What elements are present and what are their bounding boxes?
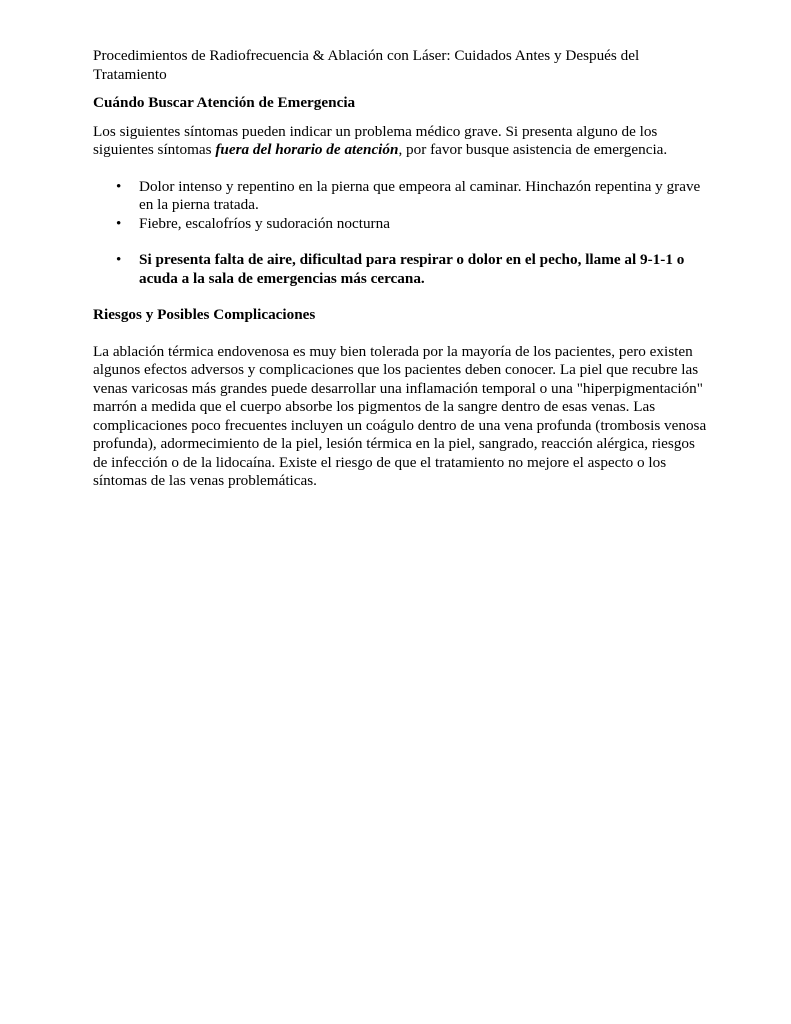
bullet-icon: • xyxy=(116,214,122,232)
bullet-icon: • xyxy=(116,251,122,268)
urgent-note xyxy=(116,251,713,288)
urgent-note-text: Si presenta falta de aire, dificultad para respirar o dolor en el pecho, llame al 9-1-1 o acuda a la sala de emergencias más cercana. xyxy=(139,251,685,287)
risks-paragraph: La ablación térmica endovenosa es muy bien tolerada por la mayoría de los pacientes, pero existen algunos efectos adversos y complicaciones que los pacientes deben conocer. La piel que recubre las venas varicosas más grandes puede desarrollar una inflamación temporal o una "hiperpigmentación" marrón a medida que el cuerpo absorbe los pigmentos de la sangre dentro de esas venas. Las complicaciones poco frecuentes incluyen un coágulo dentro de una vena profunda (trombosis venosa profunda), adormecimiento de la piel, lesión térmica en la piel, sangrado, reacción alérgica, riesgos de infección o de la lidocaína. Existe el riesgo de que el tratamiento no mejore el aspecto o los síntomas de las venas problemáticas. xyxy=(93,342,707,489)
after-hours-emphasis: fuera del horario de atención xyxy=(215,141,399,158)
emergency-intro-text: Los siguientes síntomas pueden indicar un problema médico grave. Si presenta alguno de los siguientes síntomas xyxy=(93,122,658,158)
emergency-intro-paragraph xyxy=(93,123,713,160)
urgent-note-list xyxy=(93,251,713,288)
bullet-icon: • xyxy=(116,177,122,195)
document-title: Procedimientos de Radiofrecuencia & Ablación con Láser: Cuidados Antes y Después del Tratamiento xyxy=(93,47,640,83)
list-item xyxy=(116,214,713,234)
document-page xyxy=(93,47,713,491)
symptom-text: Fiebre, escalofríos y sudoración nocturna xyxy=(139,214,390,232)
list-item xyxy=(116,177,713,215)
emergency-intro-text-end: , por favor busque asistencia de emergencia. xyxy=(398,141,668,158)
emergency-heading: Cuándo Buscar Atención de Emergencia xyxy=(93,94,356,111)
symptom-text: Dolor intenso y repentino en la pierna que empeora al caminar. Hinchazón repentina y grave en la pierna tratada. xyxy=(139,177,701,213)
risks-heading: Riesgos y Posibles Complicaciones xyxy=(93,306,316,323)
symptoms-list xyxy=(93,178,713,234)
